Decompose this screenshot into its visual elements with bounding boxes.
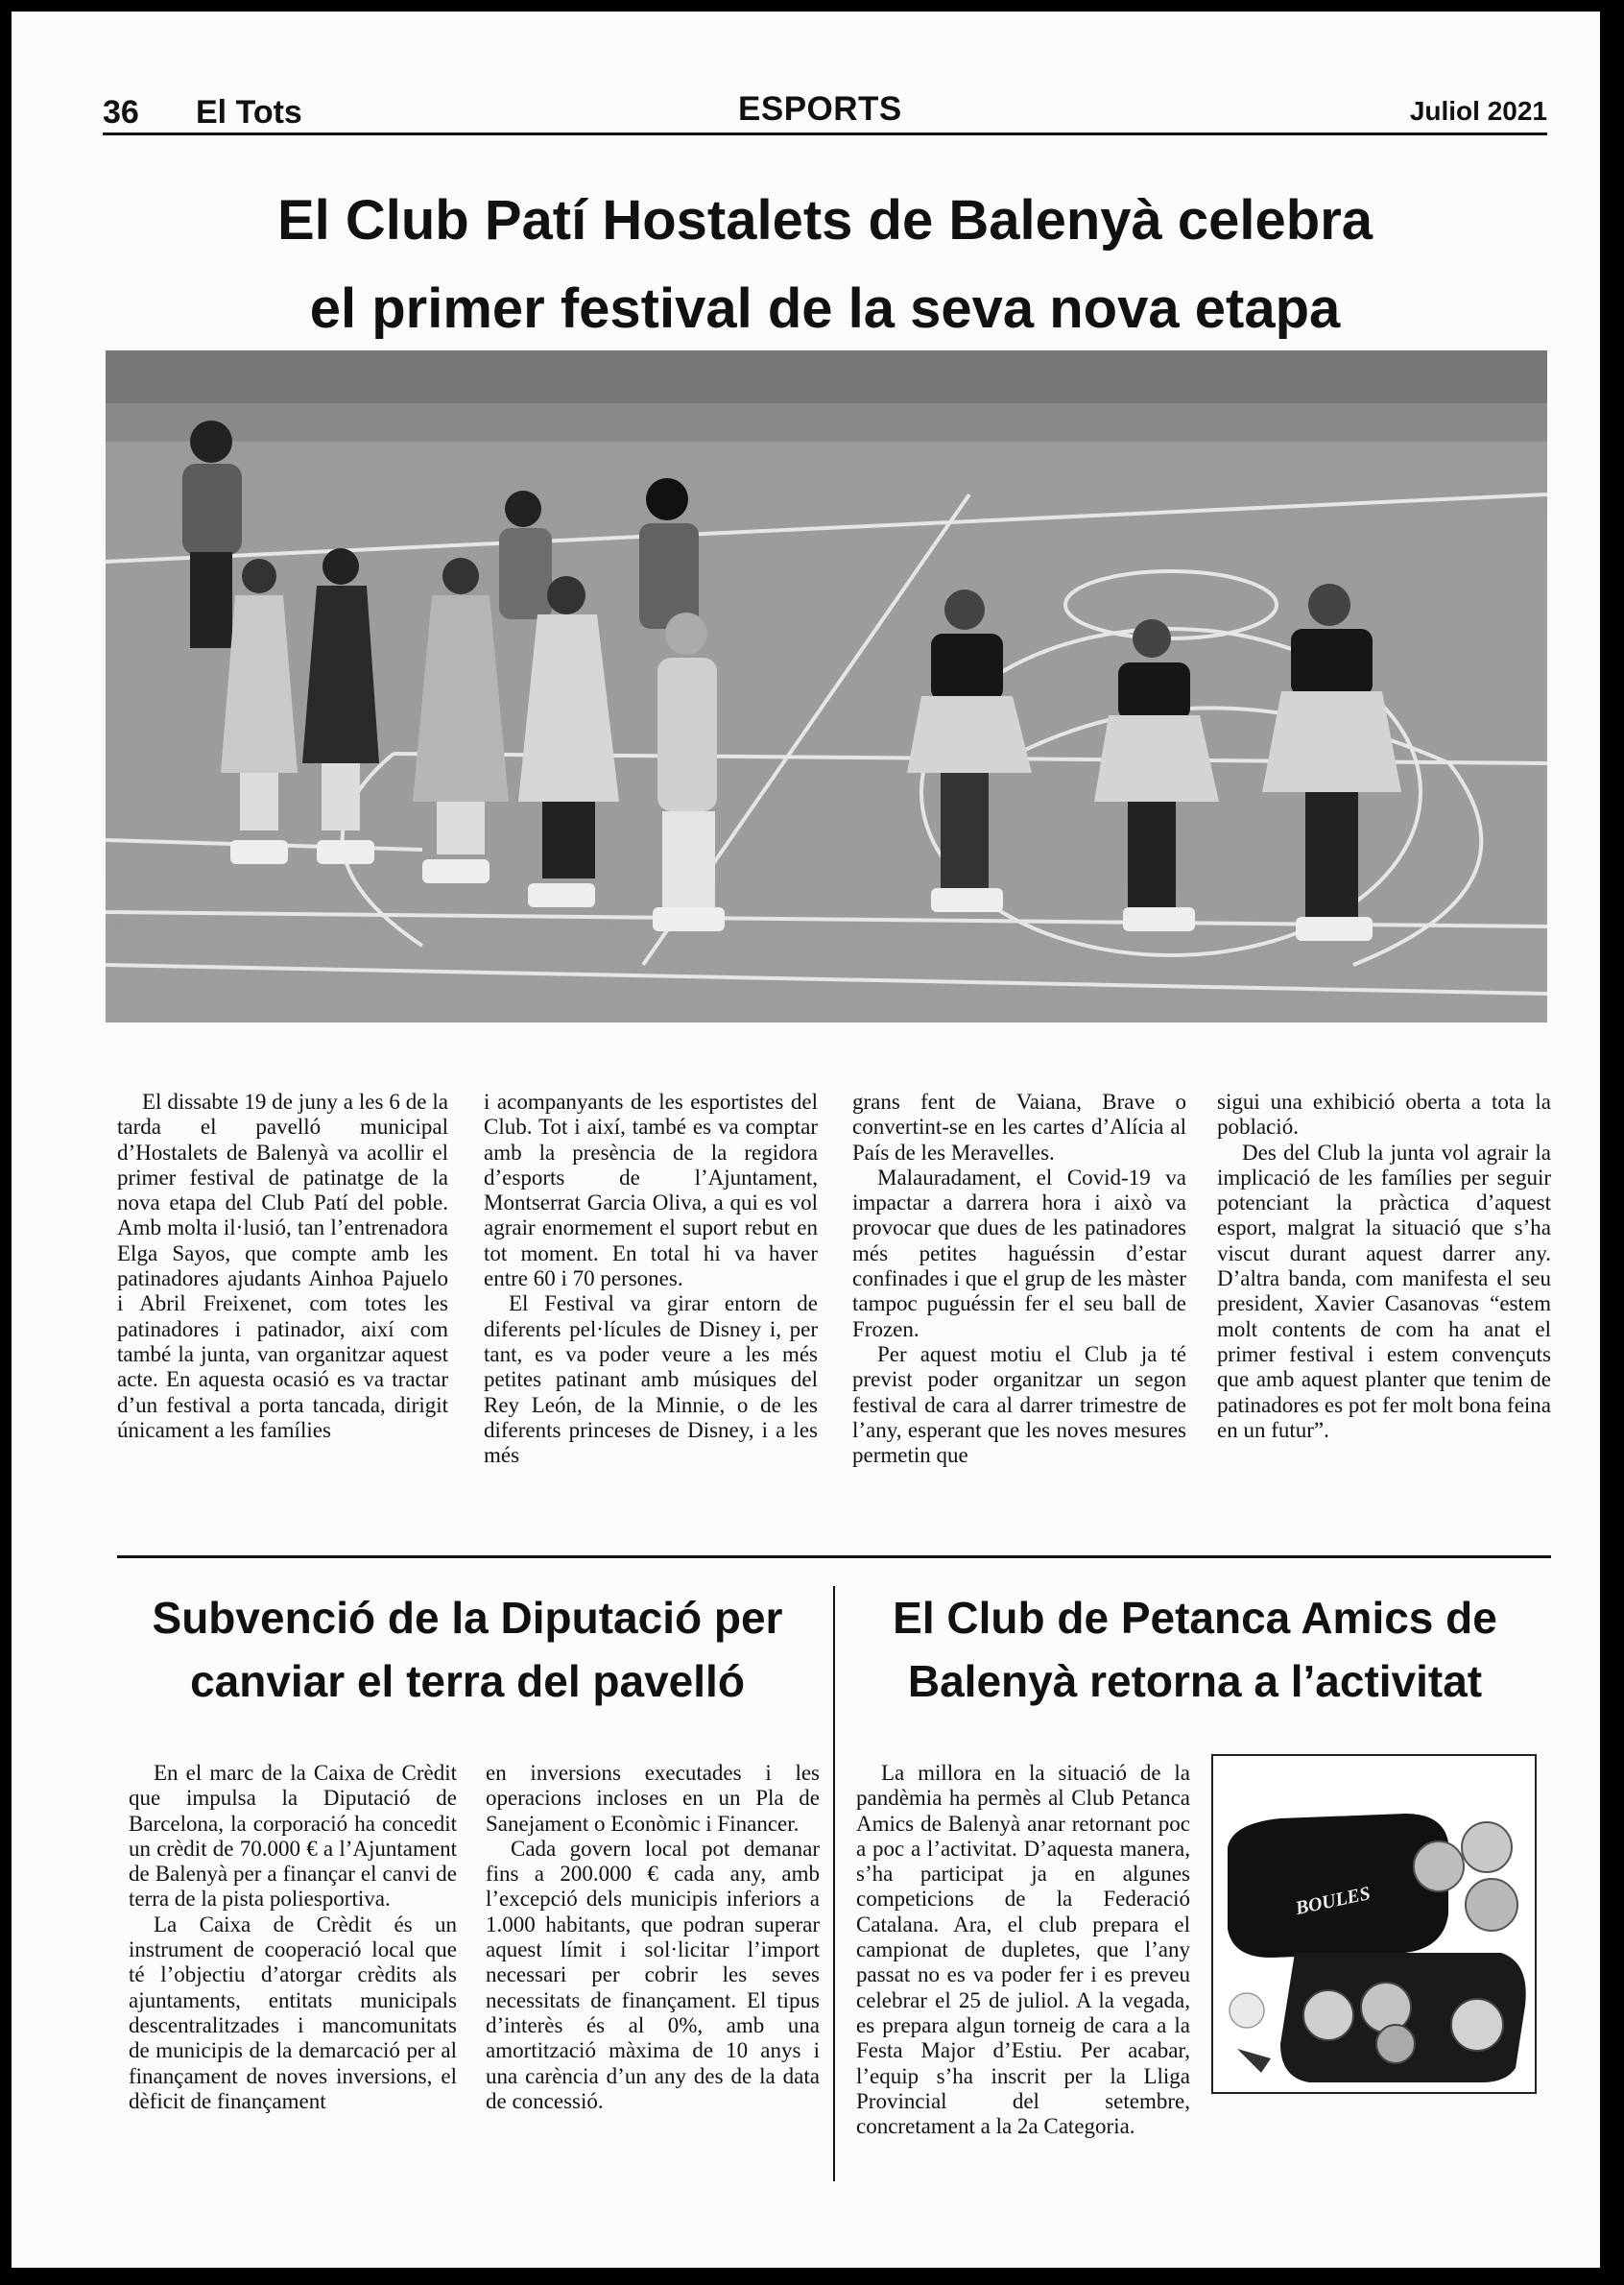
page-number: 36 [103, 94, 139, 131]
article3-headline-line1: El Club de Petanca Amics de [893, 1593, 1497, 1643]
article2-headline-line1: Subvenció de la Diputació per [152, 1593, 783, 1643]
article1-headline-line1: El Club Patí Hostalets de Balenyà celebra [276, 189, 1373, 252]
article1-col3-para1: grans fent de Vaiana, Brave o convertint-se en les cartes d’Alícia al País de les Meravelles. [852, 1090, 1186, 1165]
article2-headline-line2: canviar el terra del pavelló [190, 1656, 745, 1706]
article2-col1-para1: En el marc de la Caixa de Crèdit que impulsa la Diputació de Barcelona, la corporació ha concedit un crèdit de 70.000 € a l’Ajuntament de Balenyà per a finançar el canvi de terra de la pista poliesportiva. [129, 1761, 457, 1912]
section-divider-vertical [833, 1586, 835, 2181]
article1-col3-para3: Per aquest motiu el Club ja té previst poder organitzar un segon festival de cara al darrer trimestre de l’any, esperant que les noves mesures permetin que [852, 1341, 1186, 1468]
boules-bag-label: BOULES [1293, 1883, 1373, 1919]
article3-column-1 [856, 1761, 1190, 2139]
article1-col1-para1: El dissabte 19 de juny a les 6 de la tarda el pavelló municipal d’Hostalets de Balenyà va acollir el primer festival de patinatge de la nova etapa del Club Patí del poble. Amb molta il·lusió, tan l’entrenadora Elga Sayos, que compte amb les patinadores ajudants Ainhoa Pajuelo i Abril Freixenet, com totes les patinadores i patinador, així com també la junta, van organitzar aquest acte. En aquesta ocasió es va tractar d’un festival a porta tancada, dirigit únicament a les famílies [117, 1090, 448, 1442]
article3-col1-para1: La millora en la situació de la pandèmia ha permès al Club Petanca Amics de Balenyà anar retornant poc a poc a l’activitat. D’aquesta manera, s’ha participat ja en algunes competicions de la Federació Catalana. Ara, el club prepara el campionat de dupletes, que l’any passat no es va poder fer i es preveu celebrar el 25 de juliol. A la vegada, es prepara algun torneig de cara a la Festa Major d’Estiu. Per acabar, l’equip s’ha inscrit per la Lliga Provincial del setembre, concretament a la 2a Categoria. [856, 1761, 1190, 2139]
publication-name: El Tots [196, 94, 302, 131]
article2-col2-para1: en inversions executades i les operacions incloses en un Pla de Sanejament o Econòmic i Financer. [486, 1761, 820, 1836]
article3-headline [843, 1586, 1547, 1713]
photo-skaters-illustration [106, 350, 1547, 1022]
photo-petanca-boules [1211, 1754, 1537, 2094]
article1-column-3 [852, 1090, 1186, 1468]
issue-date: Juliol 2021 [1409, 96, 1547, 126]
article1-col4-para1: sigui una exhibició oberta a tota la població. [1217, 1090, 1551, 1140]
article1-column-1 [117, 1090, 448, 1443]
article2-column-2 [486, 1761, 820, 2114]
article1-column-2 [484, 1090, 818, 1468]
photo-roller-skaters [106, 350, 1547, 1022]
newspaper-page [12, 12, 1600, 2268]
article2-col1-para2: La Caixa de Crèdit és un instrument de cooperació local que té l’objectiu d’atorgar crèdits als ajuntaments, entitats municipals descentralitzades i mancomunitats de municipis de la demarcació per al finançament de noves inversions, el dèficit de finançament [129, 1912, 457, 2113]
article2-column-1 [129, 1761, 457, 2114]
article3-headline-line2: Balenyà retorna a l’activitat [907, 1656, 1483, 1706]
article1-headline [103, 177, 1547, 353]
article1-col2-para1: i acompanyants de les esportistes del Club. Tot i així, també es va comptar amb la presència de la regidora d’esports de l’Ajuntament, Montserrat Garcia Oliva, a qui es vol agrair enormement el suport rebut en tot moment. En total hi va haver entre 60 i 70 persones. [484, 1090, 818, 1291]
boules-illustration [1213, 1756, 1535, 2092]
article1-column-4 [1217, 1090, 1551, 1443]
section-name: ESPORTS [738, 90, 902, 128]
page-header [103, 86, 1547, 135]
article2-headline [107, 1586, 827, 1713]
article2-col2-para2: Cada govern local pot demanar fins a 200.000 € cada any, amb l’excepció dels municipis inferiors a 1.000 habitants, que podran superar aquest límit i sol·licitar l’import necessari per cobrir les seves necessitats de finançament. El tipus d’interès és al 0%, amb una amortització màxima de 10 anys i una carència d’un any des de la data de concessió. [486, 1836, 820, 2113]
section-divider-horizontal [117, 1555, 1551, 1558]
article1-col3-para2: Malauradament, el Covid-19 va impactar a darrera hora i això va provocar que dues de les patinadores més petites haguéssin d’estar confinades i que el grup de les màster tampoc puguéssin fer el seu ball de Frozen. [852, 1165, 1186, 1341]
article1-col2-para2: El Festival va girar entorn de diferents pel·lícules de Disney i, per tant, es va poder veure a les més petites patinant amb músiques del Rey León, de la Minnie, o de les diferents princeses de Disney, i a les més [484, 1291, 818, 1468]
article1-headline-line2: el primer festival de la seva nova etapa [309, 277, 1341, 340]
article1-col4-para2: Des del Club la junta vol agrair la implicació de les famílies per seguir potenciant la pràctica d’aquest esport, malgrat la situació que s’ha viscut durant aquest darrer any. D’altra banda, com manifesta el seu president, Xavier Casanovas “estem molt contents de com ha anat el primer festival i estem convençuts que amb aquest planter que tenim de patinadores es pot fer molt bona feina en un futur”. [1217, 1140, 1551, 1442]
